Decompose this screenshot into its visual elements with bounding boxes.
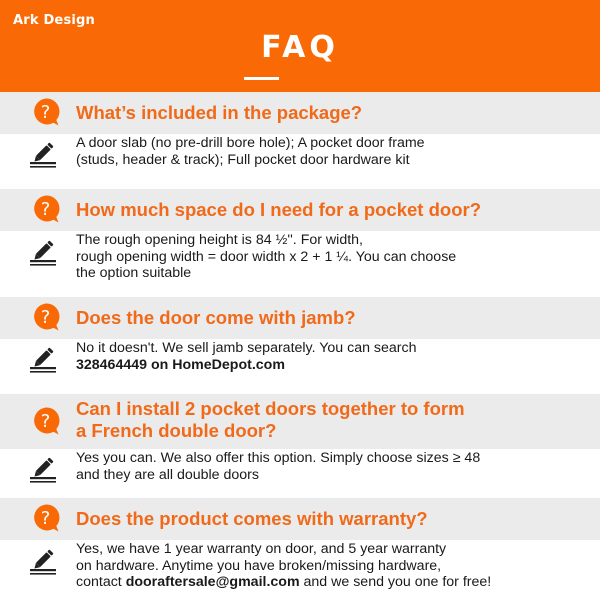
question-line: a French double door? [76, 420, 277, 441]
answer-line: on hardware. Anytime you have broken/missing hardware, [76, 557, 442, 574]
answer-line: (studs, header & track); Full pocket door hardware kit [76, 151, 410, 168]
title-underline [244, 77, 279, 80]
answer-line: A door slab (no pre-drill bore hole); A pocket door frame [76, 135, 425, 151]
faq-question: How much space do I need for a pocket door? [76, 199, 482, 220]
pencil-icon [29, 239, 57, 267]
faq-question: Does the door come with jamb? [76, 307, 356, 328]
header-banner [0, 0, 600, 92]
answer-text: and we send you one for free! [299, 574, 492, 590]
answer-line: No it doesn't. We sell jamb separately. You can search [76, 340, 417, 356]
faq-answer [76, 340, 417, 373]
faq-question: What’s included in the package? [76, 102, 363, 123]
question-bubble-icon [31, 194, 61, 224]
question-bubble-icon [31, 97, 61, 127]
question-line: Can I install 2 pocket doors together to form [76, 398, 465, 419]
pencil-icon [29, 456, 57, 484]
question-bubble-icon [31, 406, 61, 436]
answer-line: and they are all double doors [76, 466, 259, 483]
pencil-icon [29, 346, 57, 374]
faq-answer [76, 232, 456, 282]
answer-text: contact [76, 574, 126, 590]
faq-answer [76, 450, 480, 483]
answer-line [76, 574, 491, 591]
faq-question: Does the product comes with warranty? [76, 508, 428, 529]
answer-line: Yes you can. We also offer this option. Simply choose sizes ≥ 48 [76, 450, 481, 466]
product-number: 328464449 on HomeDepot.com [76, 356, 285, 373]
faq-answer [76, 135, 425, 168]
pencil-icon [29, 141, 57, 169]
answer-line: The rough opening height is 84 ½''. For width, [76, 232, 363, 248]
answer-line: Yes, we have 1 year warranty on door, and 5 year warranty [76, 541, 447, 557]
question-bubble-icon [31, 302, 61, 332]
support-email-link[interactable]: dooraftersale@gmail.com [125, 574, 300, 590]
question-bubble-icon [31, 503, 61, 533]
faq-question [76, 398, 465, 442]
answer-line: rough opening width = door width x 2 + 1 ¼. You can choose [76, 248, 457, 265]
faq-answer [76, 541, 491, 591]
pencil-icon [29, 548, 57, 576]
page-title: FAQ [261, 30, 339, 65]
brand-logo: Ark Design [13, 13, 96, 28]
answer-line: the option suitable [76, 265, 192, 281]
